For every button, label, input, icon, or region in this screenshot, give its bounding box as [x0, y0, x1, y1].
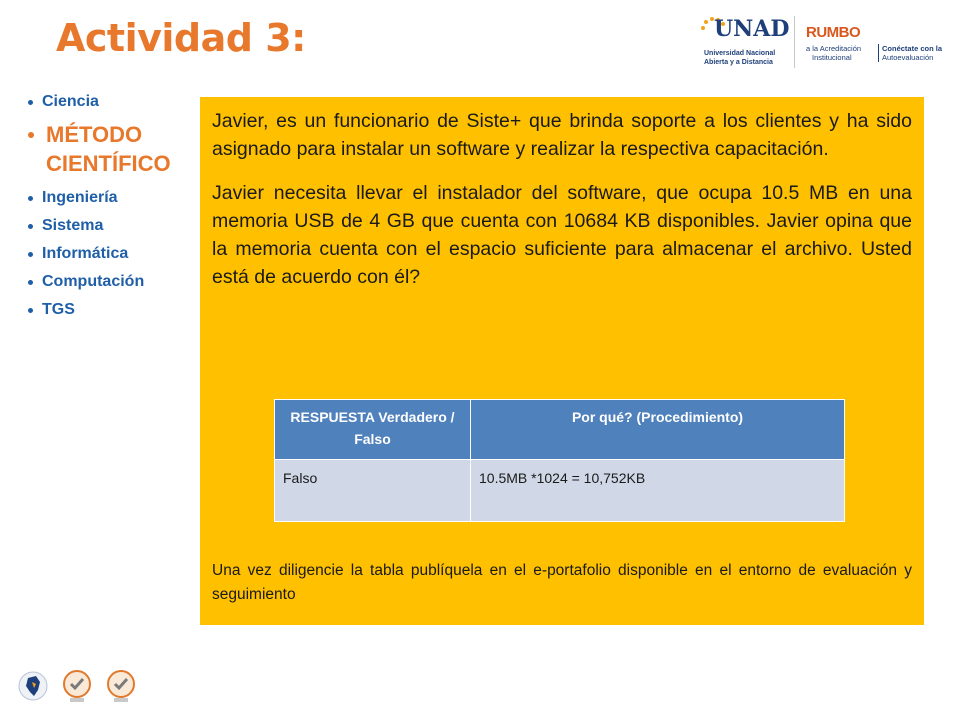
- topic-item-highlighted: MÉTODO CIENTÍFICO: [28, 120, 208, 178]
- topic-item: Computación: [28, 272, 208, 292]
- topic-list: [28, 92, 208, 328]
- certification-logos: [16, 668, 156, 708]
- topic-item: TGS: [28, 300, 208, 320]
- header-logos: [690, 10, 950, 80]
- header-procedimiento: Por qué? (Procedimiento): [471, 400, 845, 460]
- header-respuesta: RESPUESTA Verdadero / Falso: [275, 400, 471, 460]
- procedure-cell[interactable]: 10.5MB *1024 = 10,752KB: [471, 460, 845, 522]
- logo-divider: [794, 16, 795, 68]
- certification-seal-icon: [104, 668, 138, 704]
- topic-item: Ciencia: [28, 92, 208, 112]
- rumbo-left-line2: Institucional: [812, 53, 852, 62]
- topic-item: Informática: [28, 244, 208, 264]
- rumbo-left-line1: a la Acreditación: [806, 44, 862, 53]
- rumbo-divider: [878, 44, 879, 62]
- rumbo-wordmark: RUMBO: [806, 24, 861, 41]
- topic-item: Ingeniería: [28, 188, 208, 208]
- table-row: [275, 460, 845, 522]
- rumbo-right-line1: Conéctate con la: [882, 44, 943, 53]
- table-header-row: [275, 400, 845, 460]
- instructions-note: Una vez diligencie la tabla publíquela en el e-portafolio disponible en el entorno de evaluación y seguimiento: [212, 562, 912, 603]
- rumbo-right-line2: Autoevaluación: [882, 53, 934, 62]
- answer-table: [274, 399, 845, 522]
- topic-item: Sistema: [28, 216, 208, 236]
- unad-line1: Universidad Nacional: [704, 50, 776, 57]
- unad-line2: Abierta y a Distancia: [704, 59, 773, 66]
- page-title: Actividad 3:: [56, 16, 306, 60]
- activity-box: [200, 97, 924, 625]
- answer-cell[interactable]: Falso: [275, 460, 471, 522]
- problem-paragraph-1: Javier, es un funcionario de Siste+ que brinda soporte a los clientes y ha sido asignado para instalar un software y realizar la respectiva capacitación.: [212, 110, 912, 160]
- certification-seal-icon: [60, 668, 94, 704]
- unad-wordmark: UNAD: [714, 16, 790, 42]
- unad-logo: [700, 12, 800, 78]
- rumbo-logo: [806, 24, 946, 70]
- problem-paragraph-2: Javier necesita llevar el instalador del software, que ocupa 10.5 MB en una memoria USB de 4 GB que cuenta con 10684 KB disponibles. Javier opina que la memoria cuenta con el espacio suficiente para almacenar el archivo. Usted está de acuerdo con él?: [212, 182, 912, 288]
- colombia-map-icon: [16, 668, 50, 704]
